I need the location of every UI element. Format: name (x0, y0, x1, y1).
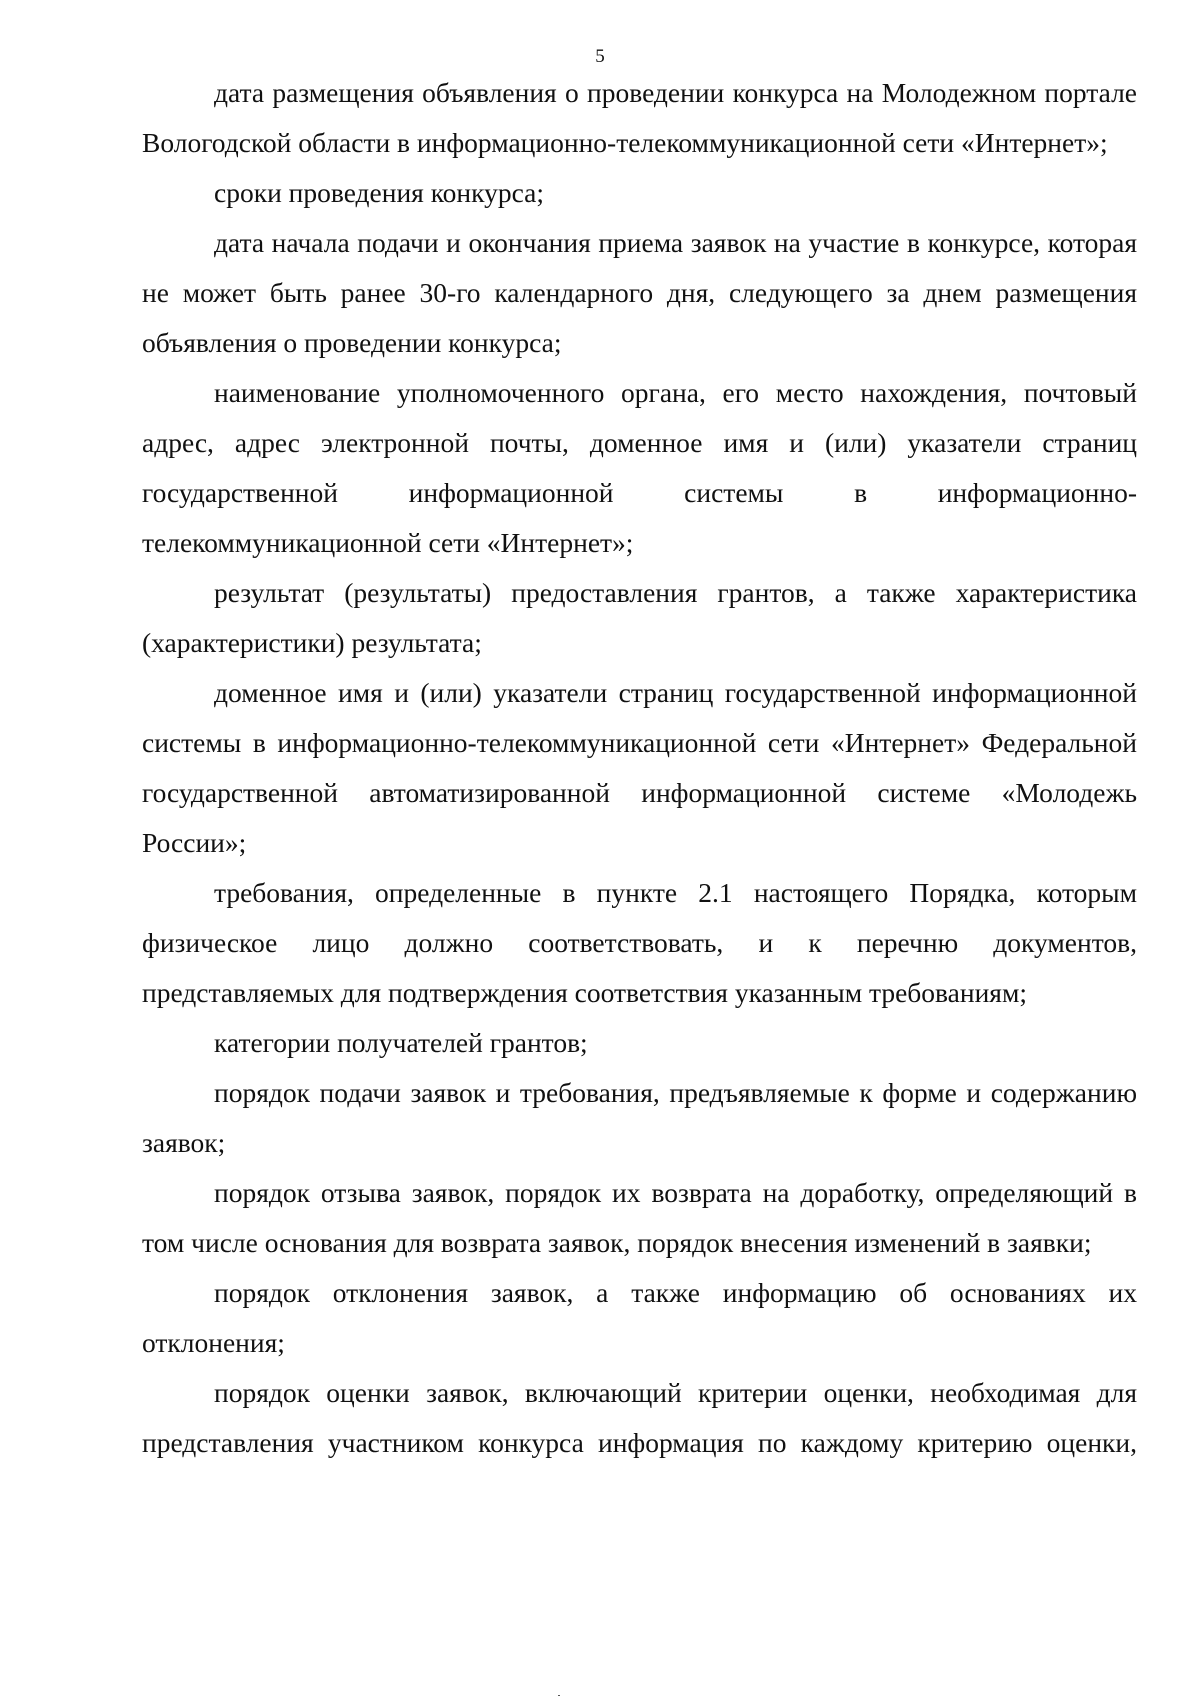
document-body (142, 68, 1137, 1468)
paragraph-evaluation-procedure: порядок оценки заявок, включающий критерии оценки, необходимая для представления участником конкурса информация по каждому критерию оценки, (142, 1377, 1137, 1458)
paragraph-contest-terms: сроки проведения конкурса; (214, 177, 544, 208)
paragraph-grant-results: результат (результаты) предоставления грантов, а также характеристика (характеристики) результата; (142, 577, 1137, 658)
paragraph-recipient-categories: категории получателей грантов; (214, 1027, 588, 1058)
paragraph-announcement-date: дата размещения объявления о проведении конкурса на Молодежном портале Вологодской области в информационно-телекоммуникационной сети «Интернет»; (142, 77, 1137, 158)
paragraph-application-dates: дата начала подачи и окончания приема заявок на участие в конкурсе, которая не может быть ранее 30-го календарного дня, следующего за днем размещения объявления о проведении конкурса; (142, 227, 1137, 358)
paragraph-authorized-body: наименование уполномоченного органа, его место нахождения, почтовый адрес, адрес электронной почты, доменное имя и (или) указатели страниц государственной информационной системы в информационно-телекоммуникационной сети «Интернет»; (142, 377, 1137, 558)
page-number: 5 (595, 46, 605, 67)
paragraph-submission-procedure: порядок подачи заявок и требования, предъявляемые к форме и содержанию заявок; (142, 1077, 1137, 1158)
paragraph-rejection-procedure: порядок отклонения заявок, а также информацию об основаниях их отклонения; (142, 1277, 1137, 1358)
paragraph-domain-name: доменное имя и (или) указатели страниц государственной информационной системы в информационно-телекоммуникационной сети «Интернет» Федеральной государственной автоматизированной информационной системе «Молодежь России»; (142, 677, 1137, 858)
paragraph-withdrawal-procedure: порядок отзыва заявок, порядок их возврата на доработку, определяющий в том числе основания для возврата заявок, порядок внесения изменений в заявки; (142, 1177, 1137, 1258)
paragraph-requirements: требования, определенные в пункте 2.1 настоящего Порядка, которым физическое лицо должно соответствовать, и к перечню документов, представляемых для подтверждения соответствия указанным требованиям; (142, 877, 1137, 1008)
scan-dot (558, 1695, 560, 1696)
